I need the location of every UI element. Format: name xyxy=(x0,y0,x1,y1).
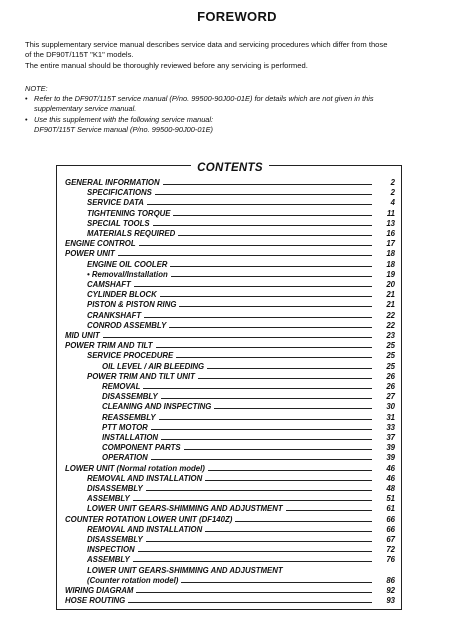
note-section xyxy=(25,84,455,135)
toc-entry-page: 18 xyxy=(386,249,395,259)
toc-entry xyxy=(87,187,395,197)
toc-entry-label: REMOVAL AND INSTALLATION xyxy=(87,524,203,534)
toc-entry xyxy=(102,401,395,411)
toc-entry xyxy=(87,524,395,534)
toc-entry-page: 20 xyxy=(386,280,395,289)
toc-entry-label: REMOVAL AND INSTALLATION xyxy=(87,473,203,483)
toc-leader-line xyxy=(151,429,372,430)
toc-leader-line xyxy=(170,266,372,267)
toc-leader-line xyxy=(178,235,372,236)
toc-entry xyxy=(102,391,395,401)
toc-entry-page: 25 xyxy=(386,341,395,351)
toc-entry xyxy=(87,289,395,299)
toc-leader-line xyxy=(181,582,372,583)
toc-leader-line xyxy=(171,276,372,277)
toc-entry-label: REMOVAL xyxy=(102,382,141,391)
intro-line: of the DF90T/115T "K1" models. xyxy=(25,50,134,60)
toc-leader-line xyxy=(214,408,372,409)
toc-entry-page: 30 xyxy=(386,402,395,412)
toc-entry-page: 2 xyxy=(390,188,395,198)
toc-entry-page: 26 xyxy=(386,371,395,381)
note-bullet xyxy=(25,94,455,104)
toc-entry-page: 48 xyxy=(386,484,395,493)
contents-heading: CONTENTS xyxy=(191,162,269,174)
toc-entry xyxy=(87,299,395,309)
toc-leader-line xyxy=(139,245,372,246)
toc-entry-label: PTT MOTOR xyxy=(102,422,148,432)
toc-leader-line xyxy=(169,327,372,328)
toc-leader-line xyxy=(136,592,372,593)
contents-box xyxy=(56,162,402,610)
toc-entry-label: WIRING DIAGRAM xyxy=(65,586,134,595)
toc-entry xyxy=(87,197,395,207)
toc-entry xyxy=(102,442,395,452)
toc-entry xyxy=(87,565,395,575)
toc-entry-label: CYLINDER BLOCK xyxy=(87,290,157,300)
toc-entry xyxy=(65,340,395,350)
contents-heading-wrap xyxy=(57,158,403,176)
toc-entry-label: POWER TRIM AND TILT UNIT xyxy=(87,371,195,381)
toc-entry-page: 22 xyxy=(386,320,395,330)
toc-entry-label: SERVICE PROCEDURE xyxy=(87,351,174,361)
toc-entry xyxy=(65,177,395,187)
toc-entry-page: 37 xyxy=(386,433,395,442)
toc-entry-page: 51 xyxy=(386,494,395,504)
toc-entry-label: GENERAL INFORMATION xyxy=(65,178,160,187)
toc-leader-line xyxy=(147,204,372,205)
toc-leader-line xyxy=(235,521,372,522)
note-bullet-text: Use this supplement with the following service manual: xyxy=(34,114,214,124)
toc-entry-page: 67 xyxy=(386,535,395,544)
toc-entry xyxy=(87,310,395,320)
toc-entry-page: 31 xyxy=(386,412,395,422)
toc-leader-line xyxy=(143,388,372,389)
toc-entry-page: 39 xyxy=(386,443,395,453)
toc-entry-page: 86 xyxy=(386,575,395,585)
intro-line: This supplementary service manual describes service data and servicing procedures which differ from those xyxy=(25,40,388,49)
toc-entry-label: HOSE ROUTING xyxy=(65,596,126,606)
toc-entry-label: TIGHTENING TORQUE xyxy=(87,208,171,218)
toc-leader-line xyxy=(159,419,372,420)
toc-leader-line xyxy=(198,378,372,379)
toc-entry-page: 92 xyxy=(386,586,395,595)
toc-entry-label: LOWER UNIT GEARS-SHIMMING AND ADJUSTMENT xyxy=(87,565,283,575)
note-bullet-continuation: supplementary service manual. xyxy=(34,104,137,114)
bullet-icon: • xyxy=(25,114,28,124)
toc-entry-label: SERVICE DATA xyxy=(87,198,144,208)
note-bullet-continuation: DF90T/115T Service manual (P/no. 99500-90J00-01E) xyxy=(34,124,213,134)
toc-entry-label: DISASSEMBLY xyxy=(102,392,158,402)
toc-entry-label: OIL LEVEL / AIR BLEEDING xyxy=(102,361,205,371)
toc-leader-line xyxy=(207,368,372,369)
toc-entry xyxy=(102,381,395,391)
toc-leader-line xyxy=(205,480,372,481)
toc-entry-label: POWER TRIM AND TILT xyxy=(65,341,153,351)
toc-entry-label: • Removal/Installation xyxy=(87,269,168,279)
toc-entry-label: COUNTER ROTATION LOWER UNIT (DF140Z) xyxy=(65,514,233,524)
toc-entry xyxy=(87,534,395,544)
toc-entry-label: SPECIFICATIONS xyxy=(87,188,152,198)
toc-entry-label: ASSEMBLY xyxy=(87,555,130,565)
toc-entry-page: 72 xyxy=(386,545,395,555)
toc-entry-page: 26 xyxy=(386,382,395,391)
toc-entry-label: REASSEMBLY xyxy=(102,412,156,422)
toc-entry-label: OPERATION xyxy=(102,453,148,463)
toc-entry-page: 4 xyxy=(390,198,395,208)
intro-paragraph xyxy=(25,40,455,71)
note-heading: NOTE: xyxy=(25,84,48,93)
toc-leader-line xyxy=(128,602,372,603)
toc-entry-label: DISASSEMBLY xyxy=(87,484,143,493)
toc-entry-page: 17 xyxy=(386,239,395,249)
toc-entry xyxy=(65,463,395,473)
toc-leader-line xyxy=(133,500,372,501)
toc-entry xyxy=(87,320,395,330)
bullet-icon: • xyxy=(25,94,28,104)
toc-entry-page: 13 xyxy=(386,218,395,228)
toc-entry-page: 22 xyxy=(386,310,395,320)
note-bullet-text: Refer to the DF90T/115T service manual (P/no. 99500-90J00-01E) for details which are not given in this xyxy=(34,94,374,104)
toc-entry-page: 39 xyxy=(386,453,395,463)
toc-entry-page: 27 xyxy=(386,392,395,402)
toc-entry-label: LOWER UNIT GEARS-SHIMMING AND ADJUSTMENT xyxy=(87,504,283,514)
toc-entry xyxy=(65,238,395,248)
toc-entry-page: 16 xyxy=(386,229,395,238)
toc-entry xyxy=(87,208,395,218)
toc-leader-line xyxy=(173,215,372,216)
toc-entry xyxy=(87,350,395,360)
intro-line: The entire manual should be thoroughly reviewed before any servicing is performed. xyxy=(25,60,308,70)
toc-leader-line xyxy=(146,490,372,491)
toc-leader-line xyxy=(286,510,372,511)
toc-entry xyxy=(102,422,395,432)
toc-entry-page: 33 xyxy=(386,422,395,432)
toc-leader-line xyxy=(161,398,372,399)
toc-entry-label: CLEANING AND INSPECTING xyxy=(102,402,212,412)
toc-entry-page: 66 xyxy=(386,514,395,524)
toc-entry-label: INSPECTION xyxy=(87,545,135,555)
toc-entry xyxy=(65,585,395,595)
toc-entry-page: 76 xyxy=(386,555,395,565)
toc-entry xyxy=(87,279,395,289)
toc-leader-line xyxy=(184,449,372,450)
toc-entry xyxy=(87,371,395,381)
toc-entry xyxy=(87,544,395,554)
toc-leader-line xyxy=(103,337,372,338)
toc-entry-label: SPECIAL TOOLS xyxy=(87,218,150,228)
toc-leader-line xyxy=(138,551,372,552)
toc-entry-label: POWER UNIT xyxy=(65,249,115,259)
toc-entry xyxy=(87,218,395,228)
toc-leader-line xyxy=(205,531,372,532)
toc-leader-line xyxy=(146,541,372,542)
toc-entry-page: 25 xyxy=(386,361,395,371)
toc-leader-line xyxy=(176,357,372,358)
toc-entry-page: 46 xyxy=(386,463,395,473)
toc-entry xyxy=(102,412,395,422)
page-title: FOREWORD xyxy=(197,9,277,24)
toc-leader-line xyxy=(144,317,372,318)
toc-entry xyxy=(65,330,395,340)
toc-entry xyxy=(87,259,395,269)
note-bullet xyxy=(25,115,455,125)
toc-entry xyxy=(87,554,395,564)
toc-entry-label: CAMSHAFT xyxy=(87,280,131,289)
toc-entry-page: 93 xyxy=(386,596,395,606)
toc-entry-label: MID UNIT xyxy=(65,331,100,340)
toc-entry-label: CONROD ASSEMBLY xyxy=(87,320,167,330)
toc-entry-label: ENGINE CONTROL xyxy=(65,239,136,249)
toc-entry-label: (Counter rotation model) xyxy=(87,575,179,585)
toc-entry-page: 61 xyxy=(386,504,395,514)
toc-leader-line xyxy=(155,194,372,195)
toc-leader-line xyxy=(156,347,373,348)
toc-leader-line xyxy=(153,225,372,226)
toc-entry-page: 23 xyxy=(386,331,395,340)
toc-entry-page: 11 xyxy=(386,208,395,218)
toc-entry-label: LOWER UNIT (Normal rotation model) xyxy=(65,463,205,473)
toc-entry xyxy=(87,473,395,483)
toc-leader-line xyxy=(179,306,372,307)
toc-entry-page: 19 xyxy=(386,269,395,279)
toc-entry-page: 2 xyxy=(390,178,395,187)
toc-leader-line xyxy=(133,561,372,562)
toc-entry xyxy=(87,575,395,585)
toc-entry-label: CRANKSHAFT xyxy=(87,310,142,320)
toc-entry-label: DISASSEMBLY xyxy=(87,535,143,544)
toc-entry-label: ASSEMBLY xyxy=(87,494,130,504)
toc-entry-page: 46 xyxy=(386,473,395,483)
toc-entry xyxy=(65,595,395,605)
toc-entry-label: COMPONENT PARTS xyxy=(102,443,181,453)
toc-entry-page: 21 xyxy=(386,290,395,300)
toc-entry-page: 25 xyxy=(386,351,395,361)
toc-leader-line xyxy=(134,286,372,287)
toc-leader-line xyxy=(163,184,372,185)
toc-entry-page: 66 xyxy=(386,524,395,534)
toc-entry xyxy=(87,503,395,513)
toc-entry-page: 18 xyxy=(386,259,395,269)
toc-entry xyxy=(102,361,395,371)
toc-entry xyxy=(65,248,395,258)
toc-entry-page: 21 xyxy=(386,300,395,310)
toc-leader-line xyxy=(160,296,372,297)
toc-entry xyxy=(87,493,395,503)
toc-entry xyxy=(87,269,395,279)
toc-entry-label: MATERIALS REQUIRED xyxy=(87,229,176,238)
toc-entry xyxy=(102,452,395,462)
toc-leader-line xyxy=(118,255,372,256)
toc-entry-label: ENGINE OIL COOLER xyxy=(87,259,168,269)
toc-entry-label: INSTALLATION xyxy=(102,433,159,442)
toc-entry xyxy=(87,483,395,493)
toc-entry xyxy=(87,228,395,238)
toc-leader-line xyxy=(161,439,372,440)
toc-leader-line xyxy=(151,459,372,460)
toc-entry xyxy=(65,514,395,524)
toc-entry xyxy=(102,432,395,442)
toc-leader-line xyxy=(208,470,372,471)
toc-entry-label: PISTON & PISTON RING xyxy=(87,300,177,310)
